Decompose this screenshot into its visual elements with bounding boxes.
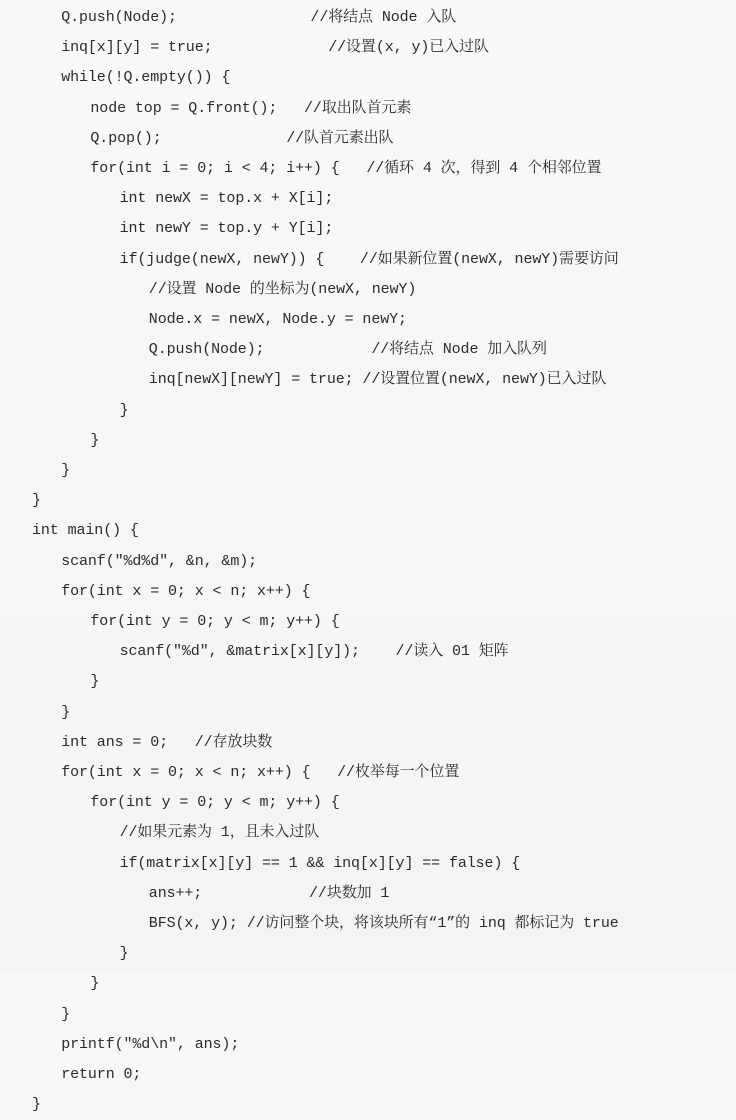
code-line: } xyxy=(32,1096,41,1114)
code-line: Q.push(Node); //将结点 Node 入队 xyxy=(61,9,457,26)
code-line: } xyxy=(32,492,41,510)
code-line: printf("%d\n", ans); xyxy=(61,1035,240,1053)
code-line: inq[newX][newY] = true; //设置位置(newX, newY)已入过队 xyxy=(148,371,607,389)
code-line: int ans = 0; //存放块数 xyxy=(61,733,273,751)
code-line: for(int y = 0; y < m; y++) { xyxy=(90,794,340,812)
code-line: } xyxy=(90,431,100,449)
code-line: int newX = top.x + X[i]; xyxy=(119,190,334,208)
code-line: for(int x = 0; x < n; x++) { xyxy=(61,582,311,600)
code-line: inq[x][y] = true; //设置(x, y)已入过队 xyxy=(61,39,489,57)
code-line: scanf("%d", &matrix[x][y]); //读入 01 矩阵 xyxy=(119,643,509,661)
code-line: return 0; xyxy=(61,1066,142,1083)
code-line: Q.push(Node); //将结点 Node 加入队列 xyxy=(148,341,547,359)
code-line: } xyxy=(119,945,129,963)
code-line: BFS(x, y); //访问整个块，将该块所有“1”的 inq 都标记为 true xyxy=(148,915,619,932)
code-line: scanf("%d%d", &n, &m); xyxy=(61,552,258,570)
code-line: if(matrix[x][y] == 1 && inq[x][y] == false) { xyxy=(119,854,521,872)
code-line: int newY = top.y + Y[i]; xyxy=(119,220,334,238)
code-line: } xyxy=(61,703,71,721)
code-line: while(!Q.empty()) { xyxy=(61,69,231,87)
code-line: if(judge(newX, newY)) { //如果新位置(newX, newY)需要访问 xyxy=(119,250,619,268)
code-line: ans++; //块数加 1 xyxy=(148,884,390,902)
code-line: //如果元素为 1，且未入过队 xyxy=(119,824,320,842)
code-line: for(int y = 0; y < m; y++) { xyxy=(90,613,340,630)
code-line: } xyxy=(119,401,129,419)
code-line: Q.pop(); //队首元素出队 xyxy=(90,129,394,147)
code-line: Node.x = newX, Node.y = newY; xyxy=(148,311,407,328)
code-line: } xyxy=(90,975,100,993)
code-line: int main() { xyxy=(32,522,139,540)
code-line: for(int i = 0; i < 4; i++) { //循环 4 次，得到 4 个相邻位置 xyxy=(90,160,602,177)
code-line: //设置 Node 的坐标为(newX, newY) xyxy=(148,280,417,298)
code-line: for(int x = 0; x < n; x++) { //枚举每一个位置 xyxy=(61,764,460,781)
code-line: } xyxy=(90,673,100,691)
code-line: } xyxy=(61,1005,71,1023)
code-line: node top = Q.front(); //取出队首元素 xyxy=(90,99,412,117)
code-line: } xyxy=(61,462,71,479)
